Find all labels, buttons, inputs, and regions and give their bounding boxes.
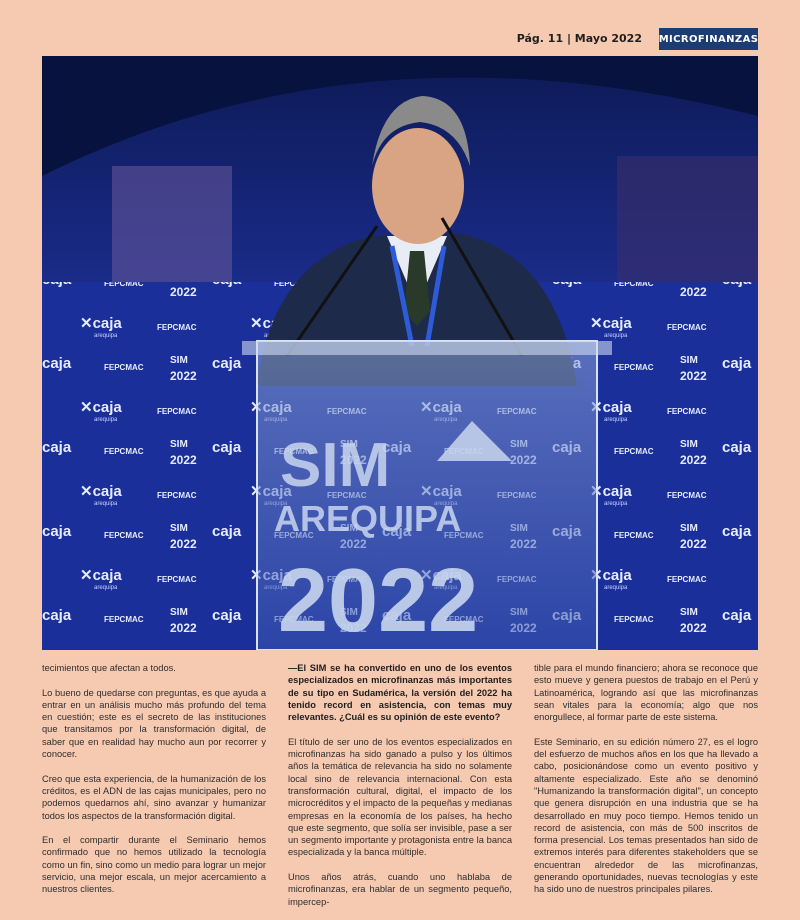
paragraph: Unos años atrás, cuando uno hablaba de microfinanzas, era hablar de un segmento pequeño, impercep-: [288, 872, 512, 907]
paragraph: En el compartir durante el Seminario hemos confirmado que no hemos utilizado la tecnología como un fin, sino como un medio para lograr un mejor servicio, una mejor escala, un mejor acercamiento a nuestros clientes.: [42, 835, 266, 895]
section-badge: MICROFINANZAS: [659, 28, 758, 50]
interview-question: —El SIM se ha convertido en uno de los eventos especializados en microfinanzas más importantes de su tipo en Sudamérica, la versión del 2022 ha tenido record en asistencia, con temas muy relevantes. ¿Cuál es su opinión de este evento?: [288, 663, 512, 723]
podium-logo-sim: SIM: [280, 431, 391, 500]
page-number: Pág. 11 | Mayo 2022: [516, 32, 642, 45]
paragraph: tible para el mundo financiero; ahora se reconoce que esto mueve y genera puestos de trabajo en el Perú y Latinoamérica, logrando así que las microfinanzas sean vitales para la economía; algo que nos enorgullece, al formar parte de este sistema.: [534, 663, 758, 723]
paragraph: tecimientos que afectan a todos.: [42, 663, 176, 673]
column-3: [534, 662, 758, 908]
article-body: [42, 662, 758, 907]
podium-logo-year: 2022: [278, 551, 479, 650]
page-header: [0, 26, 800, 52]
paragraph: Creo que esta experiencia, de la humanización de los créditos, es el ADN de las cajas municipales, pero no podemos quedarnos ahí, sino avanzar y humanizar todos los aspectos de la transformación digital.: [42, 773, 266, 821]
column-2: [288, 662, 512, 920]
paragraph: Lo bueno de quedarse con preguntas, es que ayuda a entrar en un análisis mucho más profundo del tema en cuestión; este es el secreto de las instituciones que transitamos por la transformación digital, de saber que en realidad hay mucho aun por recorrer y conocer.: [42, 687, 266, 760]
column-1: [42, 662, 266, 908]
paragraph: Este Seminario, en su edición número 27, es el logro del esfuerzo de muchos años en los que ha llevado a cabo, posicionándose como un evento positivo y altamente especializado. Este año se denominó "Humanizando la transformación digital", un concepto que genera disrupción en una industria que se ha desarrollado en muy poco tiempo. Hemos tenido un record de asistencia, con más de 500 inscritos de forma presencial. Los temas presentados han sido de extremos interés para diferentes stakeholders que se encuentran alrededor de las microfinanzas, generando oportunidades, nuevas tecnologías y este ha sido uno de nuestros principales pilares.: [534, 736, 758, 895]
podium-logo-arequipa: AREQUIPA: [274, 498, 462, 539]
speaker-photo: [42, 56, 758, 650]
paragraph: El título de ser uno de los eventos especializados en microfinanzas ha sido ganado a pulso y los últimos años la temática de relevancia ha sido no solamente local sino de relevancia internacional. Con esta transformación cultural, digital, el impacto de los microcréditos y el impacto de la pequeñas y medianas empresas en la economía de los países, ha hecho que este segmento, que solía ser invisible, pase a ser un segmento importante y protagonista entre la banca especializada y la banca múltiple.: [288, 736, 512, 858]
